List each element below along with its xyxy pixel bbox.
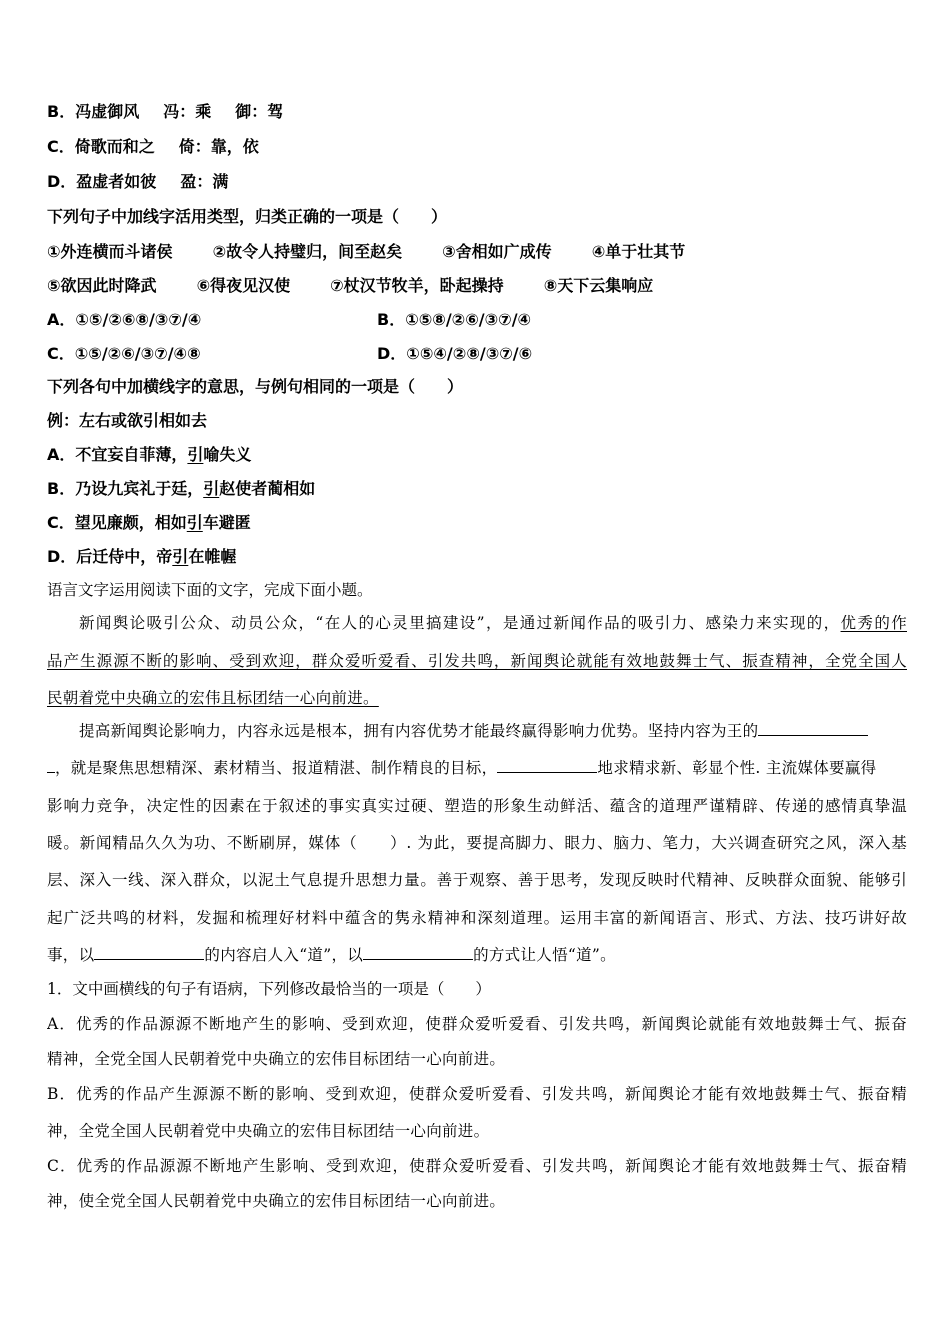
fill-blank[interactable]: [758, 721, 868, 736]
fill-blank[interactable]: [47, 758, 55, 773]
paragraph-line: [47, 757, 876, 779]
choice-a: A．①⑤/②⑥⑧/③⑦/④: [47, 310, 202, 329]
underlined-char: 引: [172, 547, 189, 566]
example-sentence: 例：左右或欲引相如去: [47, 411, 208, 430]
option-text: 倚歌而和之: [74, 137, 155, 156]
choice-text: 赵使者蔺相如: [219, 479, 316, 498]
sentence-item: ③舍相如广成传: [442, 242, 552, 261]
option-c: [47, 136, 259, 158]
choice-text: B．乃设九宾礼于廷，: [47, 479, 204, 498]
option-gloss: 冯：乘: [163, 102, 212, 121]
option-letter: C．: [47, 137, 75, 156]
paragraph-line: 暖。新闻精品久久为功、不断刷屏，媒体（ ）. 为此，要提高脚力、眼力、脑力、笔力，大兴调查研究之风，深入基: [47, 834, 907, 852]
option-gloss: 御：驾: [235, 102, 284, 121]
choice-c-line: C．优秀的作品源源不断地产生影响、受到欢迎，使群众爱听爱看、引发共鸣，新闻舆论才能有效地鼓舞士气、振奋精: [47, 1157, 907, 1175]
choice-d: D．①⑤④/②⑧/③⑦/⑥: [377, 344, 533, 363]
para-text: 的方式让人悟“道”。: [473, 946, 616, 964]
option-gloss: 倚：靠，依: [178, 137, 259, 156]
sentence-item: ④单于壮其节: [591, 242, 686, 261]
choice-a: [47, 444, 251, 466]
question-stem: 下列各句中加横线字的意思，与例句相同的一项是（ ）: [47, 377, 464, 396]
question-stem: 1．文中画横线的句子有语病，下列修改最恰当的一项是（ ）: [47, 980, 491, 998]
choice-b-line: B．优秀的作品产生源源不断的影响、受到欢迎，使群众爱听爱看、引发共鸣，新闻舆论才能有效地鼓舞士气、振奋精: [47, 1085, 907, 1103]
underlined-char: 引: [203, 479, 220, 498]
sentence-item: ①外连横而斗诸侯: [47, 242, 173, 261]
option-text: 冯虚御风: [75, 102, 140, 121]
para-text: ，就是聚焦思想精深、素材精当、报道精湛、制作精良的目标，: [55, 759, 498, 777]
paragraph-line: 影响力竞争，决定性的因素在于叙述的事实真实过硬、塑造的形象生动鲜活、蕴含的道理严谨精辟、传递的感情真挚温: [47, 797, 907, 815]
sentence-row: [47, 241, 685, 263]
option-b: [47, 101, 283, 123]
para-text: 地求精求新、彰显个性. 主流媒体要赢得: [597, 759, 877, 777]
choice-c-line: 神，使全党全国人民朝着党中央确立的宏伟目标团结一心向前进。: [47, 1192, 506, 1210]
paragraph-line: [47, 720, 868, 742]
choice-a-line: A．优秀的作品源源不断地产生的影响、受到欢迎，使群众爱听爱看、引发共鸣，新闻舆论就能有效地鼓舞士气、振奋: [47, 1015, 907, 1033]
choice-text: C．望见廉颇，相如: [47, 513, 187, 532]
para-text: 提高新闻舆论影响力，内容永远是根本，拥有内容优势才能最终赢得影响力优势。坚持内容为王的: [79, 722, 759, 740]
choice-c: C．①⑤/②⑥/③⑦/④⑧: [47, 344, 201, 363]
choice-b: [47, 478, 315, 500]
choice-text: 车避匿: [202, 513, 251, 532]
underlined-char: 引: [187, 445, 204, 464]
choice-c: [47, 512, 251, 534]
choice-text: 在帷幄: [188, 547, 237, 566]
option-gloss: 盈：满: [180, 172, 229, 191]
question-stem: 下列句子中加线字活用类型，归类正确的一项是（ ）: [47, 207, 448, 226]
underlined-sentence: 民朝着党中央确立的宏伟且标团结一心向前进。: [47, 689, 379, 707]
para-text: 事，以: [47, 946, 95, 964]
choice-d: [47, 546, 236, 568]
paragraph-line: 起广泛共鸣的材料，发掘和梳理好材料中蕴含的隽永精神和深刻道理。运用丰富的新闻语言、形式、方法、技巧讲好故: [47, 909, 907, 927]
choice-text: 喻失义: [203, 445, 252, 464]
fill-blank[interactable]: [94, 945, 204, 960]
paragraph-line: 层、深入一线、深入群众，以泥土气息提升思想力量。善于观察、善于思考，发现反映时代精神、反映群众面貌、能够引: [47, 871, 907, 889]
option-text: 盈虚者如彼: [76, 172, 157, 191]
sentence-item: ②故令人持璧归，间至赵矣: [212, 242, 403, 261]
choice-text: D．后迁侍中，帝: [47, 547, 173, 566]
sentence-item: ⑦杖汉节牧羊，卧起操持: [330, 276, 504, 295]
sentence-item: ⑥得夜见汉使: [196, 276, 291, 295]
option-letter: D．: [47, 172, 77, 191]
sentence-item: ⑧天下云集响应: [543, 276, 654, 295]
choice-text: A．不宜妄自菲薄，: [47, 445, 188, 464]
paragraph-line: [47, 612, 907, 634]
para-text: 新闻舆论吸引公众、动员公众，“在人的心灵里搞建设”，是通过新闻作品的吸引力、感染力来实现的，: [79, 614, 841, 632]
choice-b-line: 神，全党全国人民朝着党中央确立的宏伟目标团结一心向前进。: [47, 1122, 490, 1140]
option-letter: B．: [47, 102, 76, 121]
sentence-item: ⑤欲因此时降武: [47, 276, 157, 295]
underlined-sentence: 优秀的作: [840, 614, 907, 632]
sentence-row: [47, 275, 653, 297]
underlined-char: 引: [186, 513, 203, 532]
option-d: [47, 171, 228, 193]
underlined-sentence: 品产生源源不断的影响、受到欢迎，群众爱听爱看、引发共鸣，新闻舆论就能有效地鼓舞士气、振查精神，全党全国人: [47, 652, 907, 670]
choice-a-line: 精神，全党全国人民朝着党中央确立的宏伟目标团结一心向前进。: [47, 1050, 506, 1068]
section-intro: 语言文字运用阅读下面的文字，完成下面小题。: [47, 581, 373, 599]
fill-blank[interactable]: [363, 945, 473, 960]
para-text: 的内容启人入“道”，以: [204, 946, 364, 964]
paragraph-line: [47, 944, 616, 966]
choice-b: B．①⑤⑧/②⑥/③⑦/④: [377, 310, 532, 329]
fill-blank[interactable]: [497, 758, 597, 773]
